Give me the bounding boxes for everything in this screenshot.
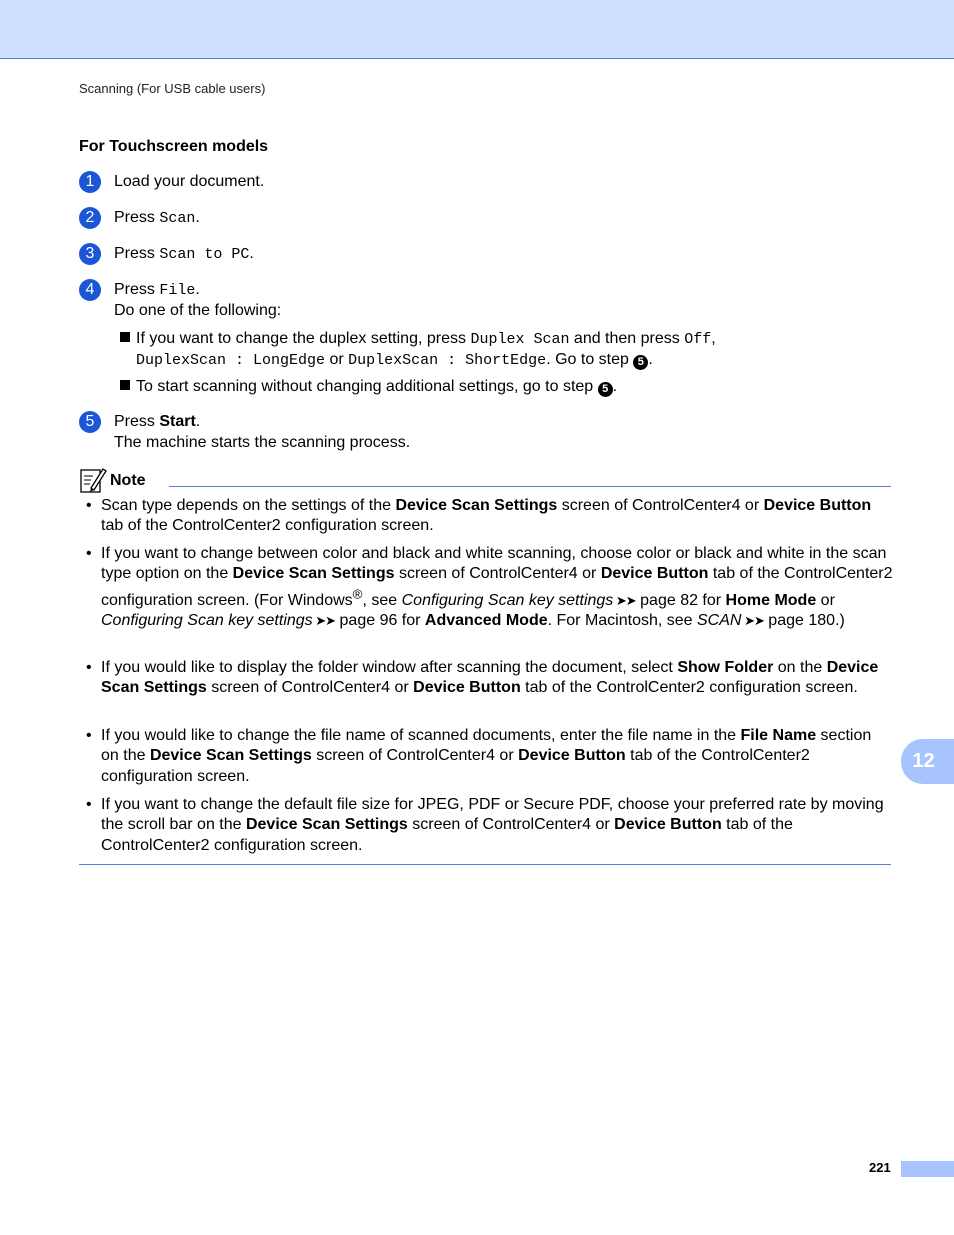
square-bullet-icon [120,380,130,390]
step-text: Press File. [114,281,200,299]
step-ref-badge: 5 [633,355,648,370]
note-item: • If you would like to display the folder window after scanning the document, select Show Folder on the Device Scan Settings screen of ControlCenter4 or Device Button tab of the ControlCenter2 configuration screen. [86,659,879,697]
square-bullet-icon [120,332,130,342]
option-line: If you want to change the duplex setting, press Duplex Scan and then press Off, [120,329,716,350]
chapter-number: 12 [912,750,935,772]
note-header [79,466,891,494]
bullet-dot: • [86,497,92,514]
step-number-badge: 1 [79,171,101,193]
running-header: Scanning (For USB cable users) [79,81,266,96]
step-number-badge: 3 [79,243,101,265]
option-line: DuplexScan : LongEdge or DuplexScan : ShortEdge. Go to step 5 . [136,351,653,369]
step-text: Press Start. [114,413,201,430]
step-text: Press Scan to PC. [114,245,254,263]
step-text: Load your document. [114,173,265,190]
step4-option-start [120,377,617,397]
step-text-line2: Do one of the following: [114,302,282,319]
bullet-dot: • [86,727,92,744]
note-divider [169,486,891,487]
bullet-dot: • [86,545,92,562]
chapter-tab [901,739,954,784]
bullet-dot: • [86,796,92,813]
note-item: • If you want to change between color and black and white scanning, choose color or black and white in the scan type option on the Device Scan Settings screen of ControlCenter4 or Device Button tab of the ControlCenter2 configuration screen. (For Windows®, see Configuring Scan key settings ➤➤ page 82 for Home Mode or Configuring Scan key settings ➤➤ page 96 for Advanced Mode. For Macintosh, see SCAN ➤➤ page 180.) [86,545,893,630]
step-text: Press Scan. [114,209,200,227]
note-label: Note [110,472,146,489]
step-number-badge: 4 [79,279,101,301]
bullet-dot: • [86,659,92,676]
step-text-line2: The machine starts the scanning process. [114,434,411,451]
step-ref-badge: 5 [598,382,613,397]
step4-option-duplex [120,329,716,371]
step-number-badge: 5 [79,411,101,433]
note-pencil-icon [79,466,107,494]
note-item: • If you would like to change the file name of scanned documents, enter the file name in the File Name section on the Device Scan Settings screen of ControlCenter4 or Device Button tab of the ControlCenter2 configuration screen. [86,727,872,785]
section-title: For Touchscreen models [79,138,269,155]
option-line: To start scanning without changing additional settings, go to step 5 . [120,377,617,397]
note-item: • Scan type depends on the settings of the Device Scan Settings screen of ControlCenter4 or Device Button tab of the ControlCenter2 configuration screen. [86,497,872,535]
double-arrow-icon: ➤➤ [312,613,336,629]
page-number-tab [901,1161,954,1177]
double-arrow-icon: ➤➤ [613,592,636,608]
double-arrow-icon: ➤➤ [741,613,764,629]
note-item: • If you want to change the default file size for JPEG, PDF or Secure PDF, choose your preferred rate by moving the scroll bar on the Device Scan Settings screen of ControlCenter4 or Device Button tab of the ControlCenter2 configuration screen. [86,796,884,854]
note-bottom-divider [79,864,891,865]
step-number-badge: 2 [79,207,101,229]
page-number: 221 [869,1160,891,1175]
header-band [0,0,954,59]
